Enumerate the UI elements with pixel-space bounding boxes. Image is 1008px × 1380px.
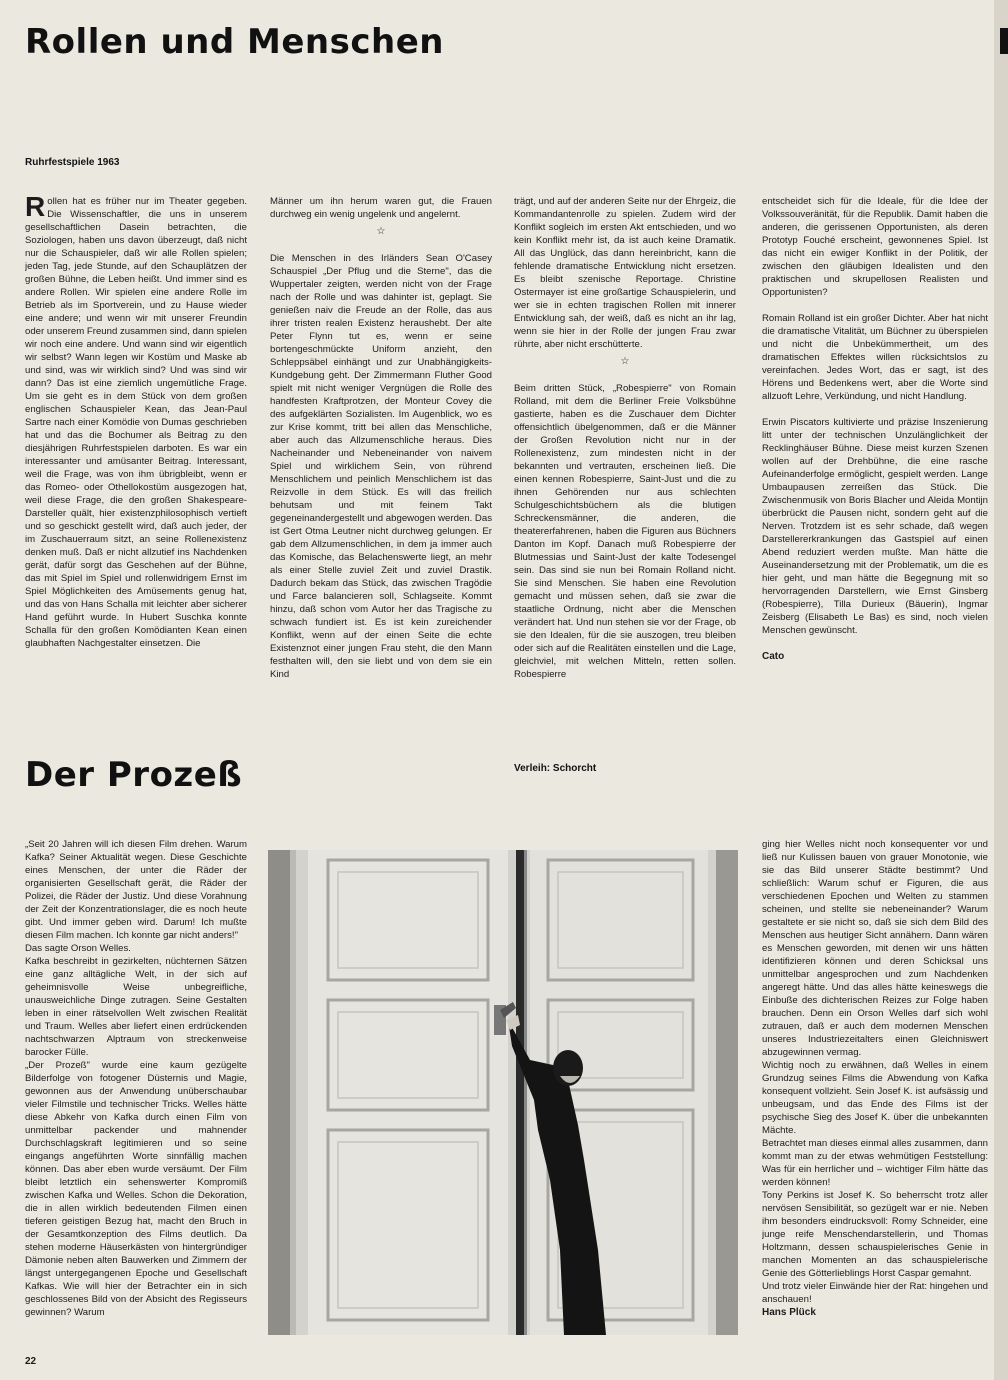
paragraph: entscheidet sich für die Ideale, für die Idee der Volkssouveränität, für die Republik. Damit haben die anderen, die gerissenen Opportunisten, als deren Prototyp Fouché erscheint, gewonnenes Spiel. Ist das nicht ein ewiger Konflikt in der Politik, der zwischen den gläubigen Idealisten und den praktischen und skrupellosen Realisten und Opportunisten?: [762, 196, 988, 298]
paragraph: ging hier Welles nicht noch konsequenter vor und ließ nur Kulissen bauen von grauer Monotonie, wie sie das Bild unserer Städte bestimmt? Und schließlich: Warum schuf er Figuren, die aus verschiedenen Epochen und Welten zu stammen scheinen, und stellte sie nebeneinander? Warum gestaltete er sie nicht so, daß sie sich dem Bild des Menschen aus heutiger Sicht annähern. Dann wären es Menschen geworden, mit denen wir uns hätten identifizieren können und deren Schicksal uns unmittelbar angesprochen und zum Nachdenken angeregt hätte. Und das alles hätte keineswegs die Einbuße des dichterischen Reizes zur Folge haben brauchen. Denn ein Orson Welles darf sich wohl zutrauen, daß er auch dem modernen Menschen unseres Industriezeitalters einen Gleichniswert abzugewinnen vermag. Wichtig noch zu erwähnen, daß Welles in einem Grundzug seines Films die Abwendung von Kafka konsequent vollzieht. Sein Josef K. ist aufsässig und unbeugsam, und das Ende des Films ist der psychische Sieg des Josef K. über die unbekannten Mächte. Betrachtet man dieses einmal alles zusammen, dann kommt man zu der etwas wehmütigen Feststellung: Was für ein herrlicher und – wichtiger Film hätte das werden können! Tony Perkins ist Josef K. So beherrscht trotz aller nervösen Sensibilität, so gezügelt war er nie. Neben ihm besonders eindrucksvoll: Romy Schneider, eine junge reife Menschendarstellerin, und Thomas Holtzmann, dessen schauspielerisches Genie in manchen Momenten an das schauspielerische Genie des Götterlieblings Horst Caspar gemahnt. Und trotz vieler Einwände hier der Rat: hingehen und anschauen!: [762, 839, 988, 1305]
paragraph: „Seit 20 Jahren will ich diesen Film drehen. Warum Kafka? Seiner Aktualität wegen. Diese Geschichte eines Menschen, der unter die Räder der organisierten Gesellschaft gerät, die Räder der Polizei, die Räder der Justiz. Und diese Vorahnung der Zeit der Konzentrationslager, die es noch heute gibt. Und immer geben wird. Darum! Ich mußte diesen Film machen. Ich konnte gar nicht anders!" Das sagte Orson Welles. Kafka beschreibt in gezirkelten, nüchternen Sätzen eine ganz alltägliche Welt, in der sich auf geheimnisvolle Weise unbegreifliche, unausweichliche Dinge zutragen. Seine Gestalten leben in einer rätselvollen Welt zwischen Realität und Traum. Welles aber liefert einen erdrückenden nachtschwarzen Alptraum von streckenweise barocker Fülle. „Der Prozeß" wurde eine kaum gezügelte Bilderfolge von fotogener Düsternis und Magie, gewonnen aus der Anwendung unüberschaubar vieler Filmstile und technischer Tricks. Welles hätte diese Abkehr von Kafka durch einen Film von unmittelbar packender und mahnender Durchschlagskraft legitimieren und so seine eingangs angeführten Worte sinnfällig machen können. Das aber eben wurde versäumt. Der Film bleibt letztlich ein sehenswerter Kompromiß zwischen Kafka und Welles. Schon die Dekoration, die in allen wirklich bedeutenden Filmen einen tieferen geistigen Bezug hat, macht den Bruch in der Gesamtkonzeption des Films deutlich. Da stehen moderne Häuserkästen von hintergründiger Dämonie neben alten Bauwerken und Zimmern der längst untergegangenen Epoche und Gesellschaft Kafkas. Wie will hier der Betrachter ein in sich geschlossenes Bild von der Absicht des Regisseurs gewinnen? Warum: [25, 839, 247, 1318]
article-title: Der Prozeß: [25, 755, 243, 795]
paragraph: Beim dritten Stück, „Robespierre" von Romain Rolland, mit dem die Berliner Freie Volksbühne gastierte, haben es die Zuschauer dem Dichter offensichtlich übelgenommen, daß er die Männer der Großen Revolution nicht nur in der Rollenexistenz, zum mindesten nicht in der bekannten und vertrauten, erscheinen ließ. Die einen kennen Robespierre, Saint-Just und die zu ihnen Gehörenden nur aus schlechten Schulgeschichtsbüchern als die blutigen Schreckensmänner, die anderen, die theatererfahrenen, haben die Figuren aus Büchners Danton im Kopf. Danach muß Robespierre der Blutmessias und Saint-Just der kalte Todesengel sein. Das sind sie nun bei Romain Rolland nicht. Sie sind Menschen. Sie haben eine Revolution gemacht und müssen sehen, daß sie zwar die staatliche Ordnung, nicht aber die Menschen verändert hat. Und nun stehen sie vor der Frage, ob sie den Idealen, für die sie auszogen, treu bleiben oder sich auf die Realitäten einstellen und die Lage, gleichviel, mit welchen Mitteln, retten sollen. Robespierre: [514, 383, 736, 680]
paragraph: Erwin Piscators kultivierte und präzise Inszenierung litt unter der technischen Unzulänglichkeit der Recklinghäuser Bühne. Diese meist kurzen Szenen wollen auf der Drehbühne, die eine rasche Aufeinanderfolge ermöglicht, gespielt werden. Lange Umbaupausen zerreißen das Stück. Die Zwischenmusik von Boris Blacher und Aleida Montijn überbrückt die Pausen nicht, sondern geht auf die Nerven. Trotzdem ist es sehr schade, daß wegen Darstellererkrankungen das Gastspiel auf einen Abend reduziert werden mußte. Man hätte die Auseinandersetzung mit der Problematik, um die es hier geht, und man hätte die Begegnung mit so hervorragenden Darstellern, wie Ernst Ginsberg (Robespierre), Tilla Durieux (Bäuerin), Ingmar Zeisberg (Elisabeth Le Bas) es sind, noch vielen Menschen gewünscht.: [762, 417, 988, 636]
article-subtitle: Ruhrfestspiele 1963: [25, 157, 120, 168]
paragraph: trägt, und auf der anderen Seite nur der Ehrgeiz, die Kommandantenrolle zu spielen. Zudem wird der Konflikt sogleich im ersten Akt entschieden, und wo kein Konflikt mehr ist, da ist auch keine Dramatik. All das Unglück, das dann hereinbricht, kann die fehlende dramatische Entwicklung nicht ersetzen. Es bleibt szenische Reportage. Christine Ostermayer ist eine großartige Schauspielerin, und wer sie in echten tragischen Rollen mit innerer Entwicklung sah, der weiß, daß es nicht an ihr lag, wenn sie hier in der Rolle der jungen Frau zwar rührte, aber nicht erschütterte.: [514, 196, 736, 350]
distributor-credit: Verleih: Schorcht: [514, 763, 597, 774]
adjacent-page-edge: [994, 0, 1008, 1380]
paragraph: Die Menschen in des Irländers Sean O'Casey Schauspiel „Der Pflug und die Sterne", das die Wuppertaler zeigten, werden nicht von der Frage nach der Rolle und was dahinter ist, geplagt. Sie genießen naiv die Freude an der Rolle, das aus ihrer tristen realen Existenz heraushebt. Der alte Peter Flynn tut es, wenn er seine bortengeschmückte Uniform anzieht, den Schleppsäbel einhängt und zur Unabhängigkeits-Kundgebung geht. Der Zimmermann Fluther Good spielt mit nicht weniger Vergnügen die Rolle des handfesten Kraftprotzen, der Monteur Covey die des aufgeklärten Sozialisten. Im Augenblick, wo es zur Krise kommt, tritt bei allen das Menschliche, aber auch das Allzumenschliche heraus. Dies Nacheinander und Nebeneinander von naivem Spiel und wirklichem Sein, von rührend Menschlichem und peinlich Menschlichem ist das Reizvolle in dem Stück. Es will das freilich behutsam und mit feinem Takt gegeneinandergestellt und abgewogen werden. Das ist Gert Otma Leutner nicht durchweg gelungen. Er gab dem Allzumenschlichen, in dem ja immer auch das Komische, das Belachenswerte liegt, an mehr als einer Stelle zuviel Zeit und zuviel Drastik. Dadurch bekam das Stück, das zwischen Tragödie und Farce balancieren soll, Schlagseite. Kommt hinzu, daß schon vom Autor her das Tragische zu schwach fundiert ist. Es ist kein zureichender Konflikt, wenn auf der einen Seite die echte Existenznot einer jungen Frau steht, die den Mann festhalten will, den sie liebt und von dem sie ein Kind: [270, 253, 492, 680]
film-still-photo: [268, 850, 738, 1335]
article1-column-3: [514, 195, 736, 705]
page-number: 22: [25, 1356, 37, 1367]
article1-column-2: [270, 195, 492, 705]
article-title: Rollen und Menschen: [25, 22, 444, 62]
paragraph: Romain Rolland ist ein großer Dichter. Aber hat nicht die dramatische Vitalität, um Büchner zu überspielen und nicht die Unbekümmertheit, um des dramatischen Effektes willen rücksichtslos zu vereinfachen. Jedes Wort, das er sagt, ist des Hörens und Bedenkens wert, aber die Worte sind allzuoft Lehre, Verkündung, und nicht Handlung.: [762, 313, 988, 402]
drop-cap: R: [25, 195, 46, 222]
article2-column-3: [762, 838, 988, 1343]
article1-col1-text: ollen hat es früher nur im Theater gegeben. Die Wissenschaftler, die uns in unserem gesellschaftlichen Dasein betrachten, die Soziologen, haben uns davon überzeugt, daß nicht nur die Schauspieler, daß wir alle Rollen spielen; jeden Tag, jede Stunde, auf den Schauplätzen der großen Bühne, die Leben heißt. Und immer sind es andere Rollen. Wir spielen eine andere Rolle im Betrieb als im Sportverein, und zu Hause wieder eine andere; und wenn wir mit unserer Freundin oder unserem Freund zusammen sind, dann spielen wir noch eine andere. Und wann sind wir eigentlich wir selbst? Wann legen wir Kostüm und Maske ab und sind, was wir wirklich sind? Und was sind wir dann? Das ist eine ziemlich ungemütliche Frage. Um sie geht es in dem Stück von dem großen englischen Schauspieler Kean, das Jean-Paul Sartre nach einer Komödie von Dumas geschrieben hat und das die Bochumer als Beitrag zu den diesjährigen Ruhrfestspielen darboten. Es war ein interessanter und amüsanter Beitrag. Interessant, weil die Frage, was von ihm übrigbleibt, wenn er das Romeo- oder Othellokostüm ausgezogen hat, weil diese Frage, die den großen Shakespeare-Darsteller quält, hier existenzphilosophisch vertieft und so geschickt gestellt wird, daß auch jeder, der im Zuschauerraum sitzt, an seine Rollenexistenz denken muß. Daß er nicht allzutief ins Nachdenken gerät, dafür sorgt das Geschehen auf der Bühne, das mit Spiel im Spiel und rollenwidrigem Ernst im Spiel Möglichkeiten des Amüsements genug hat, und das von Hans Schalla mit leichter aber sicherer Hand geführt wurde. In Hubert Suschka konnte Schalla für den großen Komödianten Kean einen glaubhaften Nachgestalter einsetzen. Die: [25, 196, 247, 649]
star-divider: ☆: [620, 356, 630, 367]
article1-column-1: [25, 195, 247, 705]
author-signature: Cato: [762, 651, 785, 662]
paragraph: Männer um ihn herum waren gut, die Frauen durchweg ein wenig ungelenk und angelernt.: [270, 196, 492, 220]
author-signature: Hans Plück: [762, 1307, 816, 1318]
article2-column-1: [25, 838, 247, 1343]
star-divider: ☆: [376, 226, 386, 237]
adjacent-page-mark: [1000, 28, 1008, 54]
article1-column-4: [762, 195, 988, 705]
